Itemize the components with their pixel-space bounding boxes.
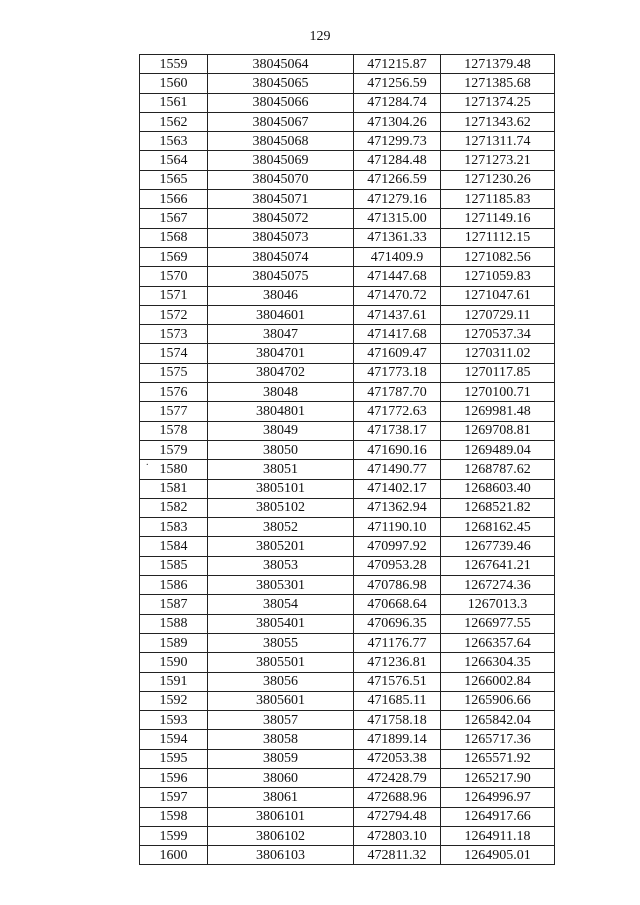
x-coordinate-cell: 471315.00 — [354, 209, 441, 228]
x-coordinate-cell: 471304.26 — [354, 112, 441, 131]
point-id-cell: 3806103 — [208, 846, 354, 865]
x-coordinate-cell: 471362.94 — [354, 498, 441, 517]
row-number-cell: 1562 — [140, 112, 208, 131]
x-coordinate-cell: 471266.59 — [354, 170, 441, 189]
table-row — [140, 730, 555, 749]
row-number-cell: 1559 — [140, 55, 208, 74]
x-coordinate-cell: 470786.98 — [354, 576, 441, 595]
table-row — [140, 344, 555, 363]
x-coordinate-cell: 472794.48 — [354, 807, 441, 826]
y-coordinate-cell: 1271185.83 — [441, 190, 555, 209]
row-number-cell: 1563 — [140, 132, 208, 151]
y-coordinate-cell: 1266304.35 — [441, 653, 555, 672]
y-coordinate-cell: 1264911.18 — [441, 826, 555, 845]
point-id-cell: 38057 — [208, 711, 354, 730]
x-coordinate-cell: 471772.63 — [354, 402, 441, 421]
row-number-cell: 1584 — [140, 537, 208, 556]
row-number-cell: 1590 — [140, 653, 208, 672]
table-row — [140, 788, 555, 807]
table-row — [140, 576, 555, 595]
y-coordinate-cell: 1265906.66 — [441, 691, 555, 710]
point-id-cell: 3805101 — [208, 479, 354, 498]
y-coordinate-cell: 1264905.01 — [441, 846, 555, 865]
point-id-cell: 38045069 — [208, 151, 354, 170]
coordinate-table — [139, 54, 555, 865]
x-coordinate-cell: 472811.32 — [354, 846, 441, 865]
row-number-cell: 1597 — [140, 788, 208, 807]
point-id-cell: 38053 — [208, 556, 354, 575]
table-row — [140, 325, 555, 344]
y-coordinate-cell: 1271059.83 — [441, 267, 555, 286]
row-number-cell: 1569 — [140, 247, 208, 266]
point-id-cell: 3805601 — [208, 691, 354, 710]
point-id-cell: 38056 — [208, 672, 354, 691]
row-number-cell: 1598 — [140, 807, 208, 826]
x-coordinate-cell: 470953.28 — [354, 556, 441, 575]
x-coordinate-cell: 471899.14 — [354, 730, 441, 749]
table-row — [140, 93, 555, 112]
row-number-cell: 1594 — [140, 730, 208, 749]
table-row — [140, 846, 555, 865]
point-id-cell: 3806102 — [208, 826, 354, 845]
row-number-cell: 1566 — [140, 190, 208, 209]
point-id-cell: 38050 — [208, 440, 354, 459]
y-coordinate-cell: 1268521.82 — [441, 498, 555, 517]
x-coordinate-cell: 471284.74 — [354, 93, 441, 112]
y-coordinate-cell: 1264917.66 — [441, 807, 555, 826]
table-row — [140, 209, 555, 228]
point-id-cell: 38045070 — [208, 170, 354, 189]
point-id-cell: 38045066 — [208, 93, 354, 112]
point-id-cell: 38052 — [208, 518, 354, 537]
y-coordinate-cell: 1269708.81 — [441, 421, 555, 440]
point-id-cell: 3806101 — [208, 807, 354, 826]
x-coordinate-cell: 472053.38 — [354, 749, 441, 768]
x-coordinate-cell: 471576.51 — [354, 672, 441, 691]
row-number-cell: 1565 — [140, 170, 208, 189]
row-number-cell: 1582 — [140, 498, 208, 517]
table-row — [140, 460, 555, 479]
table-row — [140, 247, 555, 266]
point-id-cell: 38058 — [208, 730, 354, 749]
y-coordinate-cell: 1271112.15 — [441, 228, 555, 247]
y-coordinate-cell: 1271273.21 — [441, 151, 555, 170]
table-row — [140, 421, 555, 440]
row-number-cell: 1600 — [140, 846, 208, 865]
point-id-cell: 38045073 — [208, 228, 354, 247]
x-coordinate-cell: 471738.17 — [354, 421, 441, 440]
row-number-cell: 1596 — [140, 768, 208, 787]
x-coordinate-cell: 470997.92 — [354, 537, 441, 556]
x-coordinate-cell: 471279.16 — [354, 190, 441, 209]
point-id-cell: 38054 — [208, 595, 354, 614]
row-number-cell: 1595 — [140, 749, 208, 768]
y-coordinate-cell: 1266002.84 — [441, 672, 555, 691]
row-number-cell: 1574 — [140, 344, 208, 363]
y-coordinate-cell: 1267641.21 — [441, 556, 555, 575]
x-coordinate-cell: 471437.61 — [354, 305, 441, 324]
table-row — [140, 537, 555, 556]
x-coordinate-cell: 471490.77 — [354, 460, 441, 479]
point-id-cell: 3804601 — [208, 305, 354, 324]
row-number-cell: 1560 — [140, 74, 208, 93]
y-coordinate-cell: 1267013.3 — [441, 595, 555, 614]
y-coordinate-cell: 1265717.36 — [441, 730, 555, 749]
row-number-cell: 1578 — [140, 421, 208, 440]
y-coordinate-cell: 1266977.55 — [441, 614, 555, 633]
y-coordinate-cell: 1271082.56 — [441, 247, 555, 266]
point-id-cell: 38045074 — [208, 247, 354, 266]
x-coordinate-cell: 471447.68 — [354, 267, 441, 286]
y-coordinate-cell: 1266357.64 — [441, 633, 555, 652]
x-coordinate-cell: 472688.96 — [354, 788, 441, 807]
row-number-cell: 1580 — [140, 460, 208, 479]
table-row — [140, 826, 555, 845]
table-row — [140, 132, 555, 151]
table-row — [140, 807, 555, 826]
table-row — [140, 190, 555, 209]
x-coordinate-cell: 471256.59 — [354, 74, 441, 93]
table-row — [140, 498, 555, 517]
y-coordinate-cell: 1271343.62 — [441, 112, 555, 131]
x-coordinate-cell: 471176.77 — [354, 633, 441, 652]
table-row — [140, 267, 555, 286]
point-id-cell: 38051 — [208, 460, 354, 479]
x-coordinate-cell: 471773.18 — [354, 363, 441, 382]
row-number-cell: 1570 — [140, 267, 208, 286]
table-row — [140, 228, 555, 247]
x-coordinate-cell: 471690.16 — [354, 440, 441, 459]
table-row — [140, 556, 555, 575]
row-number-cell: 1592 — [140, 691, 208, 710]
point-id-cell: 38060 — [208, 768, 354, 787]
point-id-cell: 3804701 — [208, 344, 354, 363]
table-row — [140, 402, 555, 421]
point-id-cell: 38045068 — [208, 132, 354, 151]
row-number-cell: 1561 — [140, 93, 208, 112]
y-coordinate-cell: 1269489.04 — [441, 440, 555, 459]
y-coordinate-cell: 1265571.92 — [441, 749, 555, 768]
y-coordinate-cell: 1271230.26 — [441, 170, 555, 189]
x-coordinate-cell: 471402.17 — [354, 479, 441, 498]
row-number-cell: 1573 — [140, 325, 208, 344]
point-id-cell: 3804801 — [208, 402, 354, 421]
point-id-cell: 38047 — [208, 325, 354, 344]
table-row — [140, 74, 555, 93]
x-coordinate-cell: 471190.10 — [354, 518, 441, 537]
y-coordinate-cell: 1268162.45 — [441, 518, 555, 537]
row-number-cell: 1585 — [140, 556, 208, 575]
table-row — [140, 286, 555, 305]
row-number-cell: 1591 — [140, 672, 208, 691]
x-coordinate-cell: 471417.68 — [354, 325, 441, 344]
page-number: 129 — [309, 29, 331, 44]
point-id-cell: 3805401 — [208, 614, 354, 633]
row-number-cell: 1583 — [140, 518, 208, 537]
y-coordinate-cell: 1267739.46 — [441, 537, 555, 556]
point-id-cell: 38045071 — [208, 190, 354, 209]
table-row — [140, 55, 555, 74]
y-coordinate-cell: 1271149.16 — [441, 209, 555, 228]
y-coordinate-cell: 1268787.62 — [441, 460, 555, 479]
point-id-cell: 38048 — [208, 383, 354, 402]
point-id-cell: 38045064 — [208, 55, 354, 74]
row-number-cell: 1589 — [140, 633, 208, 652]
row-number-cell: 1571 — [140, 286, 208, 305]
table-row — [140, 383, 555, 402]
x-coordinate-cell: 471787.70 — [354, 383, 441, 402]
point-id-cell: 3805102 — [208, 498, 354, 517]
row-number-cell: 1581 — [140, 479, 208, 498]
y-coordinate-cell: 1271385.68 — [441, 74, 555, 93]
point-id-cell: 38045072 — [208, 209, 354, 228]
point-id-cell: 38045067 — [208, 112, 354, 131]
x-coordinate-cell: 471609.47 — [354, 344, 441, 363]
point-id-cell: 38045075 — [208, 267, 354, 286]
table-row — [140, 595, 555, 614]
row-number-cell: 1588 — [140, 614, 208, 633]
row-number-cell: 1572 — [140, 305, 208, 324]
row-number-cell: 1576 — [140, 383, 208, 402]
y-coordinate-cell: 1271311.74 — [441, 132, 555, 151]
x-coordinate-cell: 471361.33 — [354, 228, 441, 247]
point-id-cell: 38046 — [208, 286, 354, 305]
table-row — [140, 112, 555, 131]
point-id-cell: 3805301 — [208, 576, 354, 595]
table-row — [140, 479, 555, 498]
x-coordinate-cell: 470696.35 — [354, 614, 441, 633]
point-id-cell: 38045065 — [208, 74, 354, 93]
point-id-cell: 38059 — [208, 749, 354, 768]
y-coordinate-cell: 1271047.61 — [441, 286, 555, 305]
table-row — [140, 653, 555, 672]
point-id-cell: 38061 — [208, 788, 354, 807]
y-coordinate-cell: 1264996.97 — [441, 788, 555, 807]
table-row — [140, 170, 555, 189]
table-row — [140, 768, 555, 787]
y-coordinate-cell: 1271374.25 — [441, 93, 555, 112]
x-coordinate-cell: 471470.72 — [354, 286, 441, 305]
y-coordinate-cell: 1270729.11 — [441, 305, 555, 324]
row-number-cell: 1567 — [140, 209, 208, 228]
row-number-cell: 1577 — [140, 402, 208, 421]
table-row — [140, 363, 555, 382]
row-number-cell: 1587 — [140, 595, 208, 614]
x-coordinate-cell: 471299.73 — [354, 132, 441, 151]
table-row — [140, 691, 555, 710]
table-row — [140, 305, 555, 324]
y-coordinate-cell: 1270311.02 — [441, 344, 555, 363]
table-row — [140, 749, 555, 768]
coordinate-table-body — [140, 55, 555, 865]
x-coordinate-cell: 471758.18 — [354, 711, 441, 730]
y-coordinate-cell: 1270117.85 — [441, 363, 555, 382]
row-number-cell: 1599 — [140, 826, 208, 845]
y-coordinate-cell: 1268603.40 — [441, 479, 555, 498]
row-number-cell: 1568 — [140, 228, 208, 247]
point-id-cell: 38049 — [208, 421, 354, 440]
table-row — [140, 518, 555, 537]
table-row — [140, 440, 555, 459]
x-coordinate-cell: 471236.81 — [354, 653, 441, 672]
row-number-cell: 1564 — [140, 151, 208, 170]
x-coordinate-cell: 471409.9 — [354, 247, 441, 266]
x-coordinate-cell: 470668.64 — [354, 595, 441, 614]
x-coordinate-cell: 472803.10 — [354, 826, 441, 845]
row-number-cell: 1586 — [140, 576, 208, 595]
x-coordinate-cell: 471215.87 — [354, 55, 441, 74]
row-number-cell: 1593 — [140, 711, 208, 730]
x-coordinate-cell: 472428.79 — [354, 768, 441, 787]
x-coordinate-cell: 471685.11 — [354, 691, 441, 710]
y-coordinate-cell: 1265842.04 — [441, 711, 555, 730]
table-row — [140, 672, 555, 691]
y-coordinate-cell: 1267274.36 — [441, 576, 555, 595]
point-id-cell: 3804702 — [208, 363, 354, 382]
row-number-cell: 1579 — [140, 440, 208, 459]
point-id-cell: 38055 — [208, 633, 354, 652]
table-row — [140, 711, 555, 730]
y-coordinate-cell: 1265217.90 — [441, 768, 555, 787]
point-id-cell: 3805501 — [208, 653, 354, 672]
point-id-cell: 3805201 — [208, 537, 354, 556]
y-coordinate-cell: 1269981.48 — [441, 402, 555, 421]
table-row — [140, 633, 555, 652]
y-coordinate-cell: 1270537.34 — [441, 325, 555, 344]
x-coordinate-cell: 471284.48 — [354, 151, 441, 170]
table-row — [140, 151, 555, 170]
row-number-cell: 1575 — [140, 363, 208, 382]
margin-mark: . — [146, 457, 149, 468]
y-coordinate-cell: 1271379.48 — [441, 55, 555, 74]
table-row — [140, 614, 555, 633]
y-coordinate-cell: 1270100.71 — [441, 383, 555, 402]
